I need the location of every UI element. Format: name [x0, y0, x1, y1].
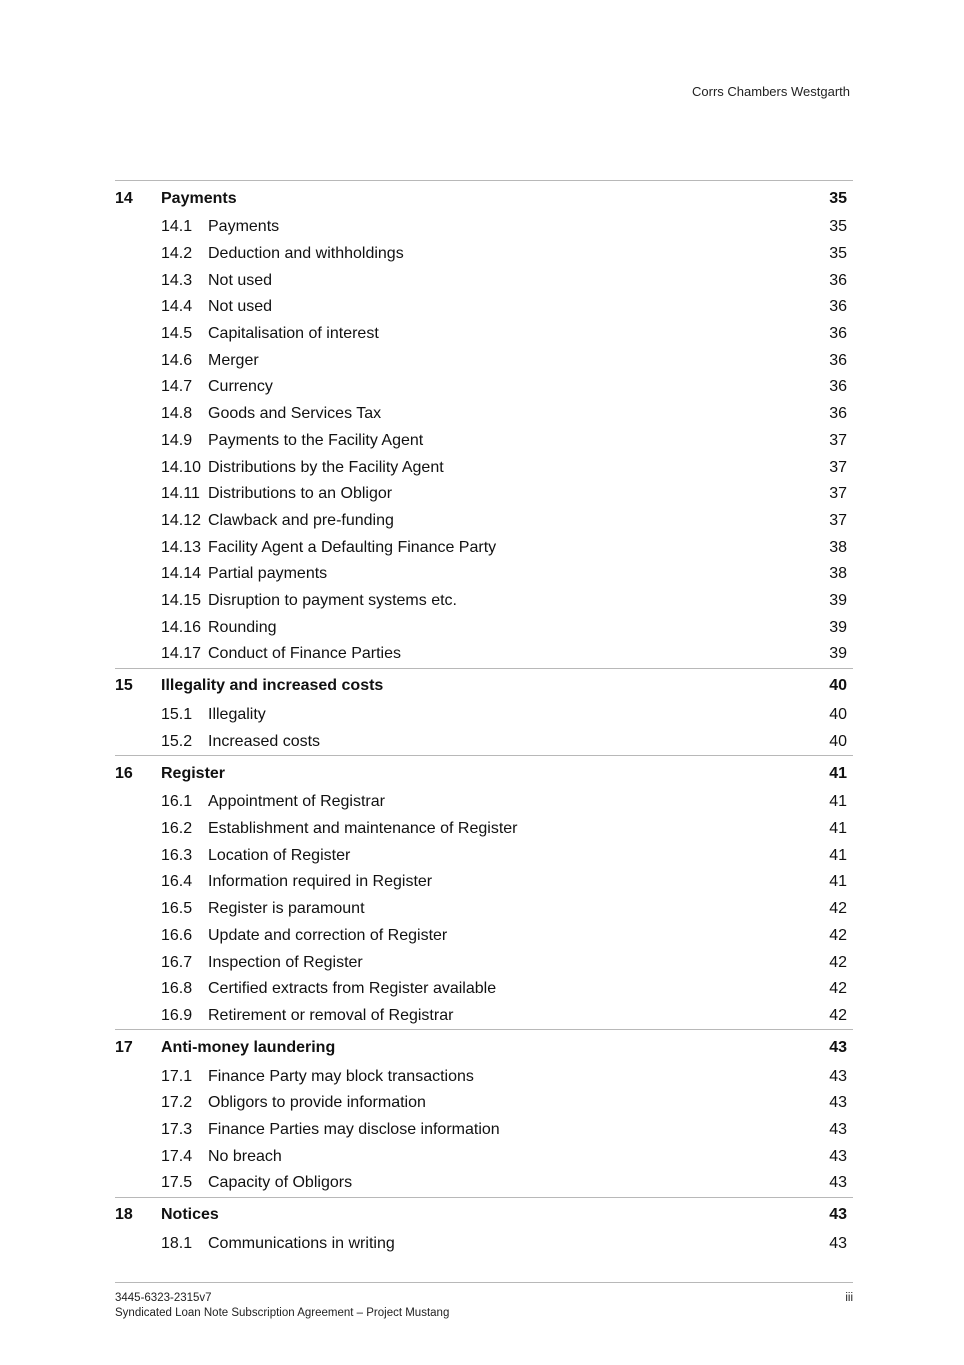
toc-entry[interactable]: [115, 374, 853, 401]
toc-section: [115, 181, 853, 669]
entry-number: 16.7: [161, 953, 193, 971]
footer-doc-title: Syndicated Loan Note Subscription Agreement – Project Mustang: [115, 1307, 450, 1319]
entry-page-number: 37: [829, 458, 847, 476]
entry-page-number: 38: [829, 565, 847, 583]
toc-entry[interactable]: [115, 561, 853, 588]
section-number: 14: [115, 189, 133, 207]
entry-number: 14.14: [161, 565, 202, 583]
entry-page-number: 36: [829, 405, 847, 423]
section-number: 17: [115, 1038, 133, 1056]
toc-section: [115, 1030, 853, 1197]
toc-entry[interactable]: [115, 428, 853, 455]
section-title: Payments: [161, 189, 237, 207]
entry-title: Distributions by the Facility Agent: [208, 458, 444, 476]
entry-title: Goods and Services Tax: [208, 405, 382, 423]
entry-number: 14.15: [161, 591, 202, 609]
entry-title: Disruption to payment systems etc.: [208, 591, 457, 609]
toc-entry[interactable]: [115, 614, 853, 641]
entry-number: 14.2: [161, 245, 193, 263]
entry-title: Establishment and maintenance of Register: [208, 820, 518, 838]
entry-title: Increased costs: [208, 732, 321, 750]
entry-number: 18.1: [161, 1235, 193, 1253]
toc-entry[interactable]: [115, 1170, 853, 1197]
entry-page-number: 37: [829, 511, 847, 529]
entry-page-number: 43: [829, 1174, 847, 1192]
entry-page-number: 41: [829, 793, 847, 811]
toc-section: [115, 756, 853, 1030]
toc-entry[interactable]: [115, 321, 853, 348]
entry-page-number: 39: [829, 591, 847, 609]
entry-title: Appointment of Registrar: [208, 793, 385, 811]
entry-page-number: 42: [829, 1006, 847, 1024]
entry-number: 14.13: [161, 538, 202, 556]
entry-number: 14.10: [161, 458, 202, 476]
toc-entry[interactable]: [115, 508, 853, 535]
toc-entry[interactable]: [115, 241, 853, 268]
toc-entry[interactable]: [115, 1063, 853, 1090]
section-number: 16: [115, 764, 133, 782]
toc-entry[interactable]: [115, 702, 853, 729]
entry-page-number: 43: [829, 1067, 847, 1085]
entry-title: Obligors to provide information: [208, 1094, 426, 1112]
toc-entry[interactable]: [115, 347, 853, 374]
footer-doc-ref: 3445-6323-2315v7: [115, 1292, 212, 1304]
toc-entry[interactable]: [115, 949, 853, 976]
toc-entry[interactable]: [115, 896, 853, 923]
toc-entry[interactable]: [115, 534, 853, 561]
entry-number: 14.8: [161, 405, 193, 423]
section-page-number: 43: [829, 1206, 847, 1224]
toc-entry[interactable]: [115, 789, 853, 816]
toc-entry[interactable]: [115, 588, 853, 615]
entry-page-number: 42: [829, 953, 847, 971]
entry-number: 17.3: [161, 1120, 193, 1138]
toc-section: [115, 669, 853, 756]
entry-number: 14.16: [161, 618, 202, 636]
toc-entry[interactable]: [115, 401, 853, 428]
toc-entry[interactable]: [115, 923, 853, 950]
entry-page-number: 42: [829, 926, 847, 944]
entry-title: Illegality: [208, 706, 266, 724]
entry-number: 16.5: [161, 900, 193, 918]
toc-entry[interactable]: [115, 641, 853, 668]
entry-page-number: 43: [829, 1235, 847, 1253]
entry-title: Facility Agent a Defaulting Finance Party: [208, 538, 497, 556]
entry-number: 14.3: [161, 271, 193, 289]
toc-entry[interactable]: [115, 976, 853, 1003]
entry-page-number: 37: [829, 431, 847, 449]
entry-number: 16.2: [161, 820, 193, 838]
entry-page-number: 40: [829, 732, 847, 750]
section-title: Notices: [161, 1206, 219, 1224]
toc-entry[interactable]: [115, 454, 853, 481]
entry-title: Inspection of Register: [208, 953, 363, 971]
entry-title: Capacity of Obligors: [208, 1174, 353, 1192]
entry-number: 17.5: [161, 1174, 193, 1192]
section-title: Anti-money laundering: [161, 1038, 336, 1056]
toc-section-heading[interactable]: [115, 756, 853, 789]
entry-number: 16.8: [161, 980, 193, 998]
entry-title: Finance Parties may disclose information: [208, 1120, 500, 1138]
entry-number: 14.7: [161, 378, 193, 396]
entry-number: 14.17: [161, 645, 202, 663]
entry-number: 14.4: [161, 298, 193, 316]
section-page-number: 40: [829, 677, 847, 695]
header-firm-name: Corrs Chambers Westgarth: [692, 84, 850, 99]
entry-title: Communications in writing: [208, 1235, 395, 1253]
section-page-number: 41: [829, 764, 847, 782]
entry-page-number: 42: [829, 900, 847, 918]
entry-page-number: 41: [829, 873, 847, 891]
toc-entry[interactable]: [115, 1003, 853, 1030]
entry-number: 14.11: [161, 485, 200, 503]
entry-title: Finance Party may block transactions: [208, 1067, 474, 1085]
footer-page-number: iii: [845, 1292, 853, 1304]
entry-page-number: 40: [829, 706, 847, 724]
toc-entry[interactable]: [115, 728, 853, 755]
toc-entry[interactable]: [115, 869, 853, 896]
entry-number: 17.1: [161, 1067, 193, 1085]
toc-section-heading[interactable]: [115, 669, 853, 702]
entry-page-number: 41: [829, 820, 847, 838]
entry-title: Certified extracts from Register available: [208, 980, 497, 998]
entry-page-number: 36: [829, 325, 847, 343]
toc-entry[interactable]: [115, 294, 853, 321]
entry-page-number: 36: [829, 378, 847, 396]
entry-page-number: 43: [829, 1147, 847, 1165]
entry-page-number: 35: [829, 245, 847, 263]
toc-entry[interactable]: [115, 267, 853, 294]
entry-title: Merger: [208, 351, 259, 369]
entry-number: 16.9: [161, 1006, 193, 1024]
section-title: Illegality and increased costs: [161, 677, 384, 695]
toc-section: [115, 1198, 853, 1258]
toc-entry[interactable]: [115, 1117, 853, 1144]
entry-number: 14.9: [161, 431, 193, 449]
entry-number: 16.1: [161, 793, 193, 811]
entry-number: 14.5: [161, 325, 193, 343]
entry-page-number: 41: [829, 846, 847, 864]
entry-title: Payments to the Facility Agent: [208, 431, 424, 449]
section-page-number: 43: [829, 1038, 847, 1056]
entry-page-number: 36: [829, 271, 847, 289]
entry-title: Distributions to an Obligor: [208, 485, 393, 503]
entry-title: Clawback and pre-funding: [208, 511, 394, 529]
entry-number: 15.1: [161, 706, 193, 724]
toc-section-heading[interactable]: [115, 181, 853, 214]
entry-number: 14.12: [161, 511, 202, 529]
toc-entry[interactable]: [115, 214, 853, 241]
toc-entry[interactable]: [115, 481, 853, 508]
toc-entry[interactable]: [115, 842, 853, 869]
entry-number: 16.6: [161, 926, 193, 944]
toc-section-heading[interactable]: [115, 1198, 853, 1231]
entry-page-number: 36: [829, 351, 847, 369]
entry-title: Register is paramount: [208, 900, 365, 918]
entry-page-number: 39: [829, 618, 847, 636]
entry-title: Rounding: [208, 618, 277, 636]
entry-number: 14.6: [161, 351, 193, 369]
entry-title: Capitalisation of interest: [208, 325, 379, 343]
entry-number: 16.4: [161, 873, 193, 891]
entry-title: Location of Register: [208, 846, 351, 864]
toc-entry[interactable]: [115, 1090, 853, 1117]
entry-page-number: 38: [829, 538, 847, 556]
entry-page-number: 36: [829, 298, 847, 316]
entry-title: Deduction and withholdings: [208, 245, 404, 263]
entry-title: Information required in Register: [208, 873, 433, 891]
entry-number: 14.1: [161, 218, 193, 236]
section-number: 18: [115, 1206, 133, 1224]
entry-page-number: 35: [829, 218, 847, 236]
entry-title: Currency: [208, 378, 273, 396]
toc-entry[interactable]: [115, 816, 853, 843]
entry-page-number: 39: [829, 645, 847, 663]
entry-title: No breach: [208, 1147, 282, 1165]
table-of-contents: [115, 180, 853, 1257]
entry-number: 16.3: [161, 846, 193, 864]
entry-number: 17.2: [161, 1094, 193, 1112]
page-footer: [115, 1282, 853, 1321]
entry-page-number: 37: [829, 485, 847, 503]
entry-number: 17.4: [161, 1147, 193, 1165]
entry-page-number: 43: [829, 1120, 847, 1138]
entry-title: Payments: [208, 218, 280, 236]
entry-title: Not used: [208, 271, 273, 289]
entry-title: Not used: [208, 298, 273, 316]
toc-section-heading[interactable]: [115, 1030, 853, 1063]
section-page-number: 35: [829, 189, 847, 207]
section-number: 15: [115, 677, 133, 695]
entry-title: Conduct of Finance Parties: [208, 645, 401, 663]
toc-entry[interactable]: [115, 1143, 853, 1170]
entry-page-number: 42: [829, 980, 847, 998]
entry-title: Partial payments: [208, 565, 328, 583]
section-title: Register: [161, 764, 226, 782]
entry-title: Update and correction of Register: [208, 926, 448, 944]
toc-entry[interactable]: [115, 1231, 853, 1258]
entry-title: Retirement or removal of Registrar: [208, 1006, 454, 1024]
entry-number: 15.2: [161, 732, 193, 750]
entry-page-number: 43: [829, 1094, 847, 1112]
